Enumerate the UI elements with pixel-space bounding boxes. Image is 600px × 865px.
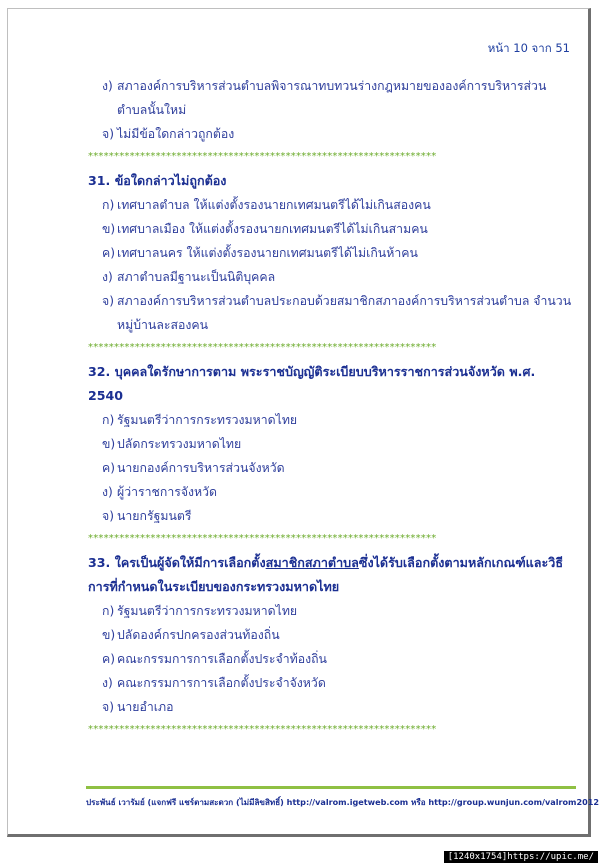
choice-text: สภาตำบลมีฐานะเป็นนิติบุคคล	[117, 270, 276, 284]
footer-credit: ประพันธ์ เวารัมย์ (แจกฟรี แชร์ตามสะดวก (ไม่มีลิขสิทธิ์) http://valrom.igetweb.com หรือ http://group.wunjun.com/valrom2012	[86, 797, 599, 807]
choice-text: เทศบาลตำบล ให้แต่งตั้งรองนายกเทศมนตรีได้ไม่เกินสองคน	[117, 198, 431, 212]
choice-letter: ข)	[102, 437, 116, 451]
star-separator: *******************************************************************	[88, 342, 437, 353]
footer-rule	[86, 786, 576, 789]
choice-text: นายกองค์การบริหารส่วนจังหวัด	[117, 461, 285, 475]
choice-text: สภาองค์การบริหารส่วนตำบลพิจารณาทบทวนร่างกฎหมายขององค์การบริหารส่วนตำบลนั้นใหม่	[117, 79, 547, 117]
choice-letter: ง)	[102, 79, 113, 93]
choice-letter: ข)	[102, 222, 116, 236]
star-separator: *******************************************************************	[88, 533, 437, 544]
choice-item	[88, 408, 573, 432]
choice-letter: ค)	[102, 246, 116, 260]
choice-text: เทศบาลนคร ให้แต่งตั้งรองนายกเทศมนตรีได้ไม่เกินห้าคน	[117, 246, 418, 260]
choice-item	[88, 456, 573, 480]
choice-item	[88, 695, 573, 719]
choice-item	[88, 623, 573, 647]
choice-text: รัฐมนตรีว่าการกระทรวงมหาดไทย	[117, 604, 298, 618]
choice-item	[88, 504, 573, 528]
choice-text: สภาองค์การบริหารส่วนตำบลประกอบด้วยสมาชิกสภาองค์การบริหารส่วนตำบล จำนวนหมู่บ้านละสองคน	[117, 294, 572, 332]
choice-text: นายอำเภอ	[117, 700, 174, 714]
choice-text: รัฐมนตรีว่าการกระทรวงมหาดไทย	[117, 413, 298, 427]
choice-letter: จ)	[102, 509, 115, 523]
exam-content	[88, 74, 573, 742]
choice-letter: ค)	[102, 461, 116, 475]
choice-item	[88, 647, 573, 671]
choice-item	[88, 480, 573, 504]
choice-text: ปลัดองค์กรปกครองส่วนท้องถิ่น	[117, 628, 280, 642]
choice-letter: ง)	[102, 676, 113, 690]
choice-letter: ก)	[102, 413, 115, 427]
choice-text: คณะกรรมการการเลือกตั้งประจำจังหวัด	[117, 676, 326, 690]
choice-letter: ก)	[102, 198, 115, 212]
choice-item	[88, 432, 573, 456]
choice-letter: ก)	[102, 604, 115, 618]
choice-item	[88, 599, 573, 623]
question-31-title: 31. ข้อใดกล่าวไม่ถูกต้อง	[88, 173, 227, 188]
choice-item	[88, 122, 573, 146]
choice-letter: ข)	[102, 628, 116, 642]
choice-item	[88, 265, 573, 289]
choice-item	[88, 671, 573, 695]
choice-letter: ง)	[102, 270, 113, 284]
choice-letter: จ)	[102, 127, 115, 141]
choice-item	[88, 217, 573, 241]
choice-letter: ค)	[102, 652, 116, 666]
choice-letter: จ)	[102, 294, 115, 308]
choice-item	[88, 193, 573, 217]
choice-text: นายกรัฐมนตรี	[117, 509, 192, 523]
choice-text: ปลัดกระทรวงมหาดไทย	[117, 437, 242, 451]
choice-text: ผู้ว่าราชการจังหวัด	[117, 485, 218, 499]
choice-letter: ง)	[102, 485, 113, 499]
question-33-title-start: 33. ใครเป็นผู้จัดให้มีการเลือกตั้ง	[88, 555, 266, 570]
star-separator: *******************************************************************	[88, 724, 437, 735]
page-number: หน้า 10 จาก 51	[487, 41, 570, 55]
choice-item	[88, 241, 573, 265]
question-33-title-end: ซึ่งได้รับเลือกตั้งตามหลักเกณฑ์และวิธีการที่กำหนดในระเบียบของกระทรวงมหาดไทย	[88, 555, 564, 594]
choice-item	[88, 289, 573, 337]
question-33-underlined-term: สมาชิกสภาตำบล	[265, 555, 359, 570]
choice-text: ไม่มีข้อใดกล่าวถูกต้อง	[117, 127, 235, 141]
question-33-title	[88, 551, 573, 599]
star-separator: *******************************************************************	[88, 151, 437, 162]
choice-text: เทศบาลเมือง ให้แต่งตั้งรองนายกเทศมนตรีได้ไม่เกินสามคน	[117, 222, 428, 236]
watermark-label: [1240x1754]https://upic.me/	[444, 851, 598, 863]
choice-text: คณะกรรมการการเลือกตั้งประจำท้องถิ่น	[117, 652, 327, 666]
question-32-title: 32. บุคคลใดรักษาการตาม พระราชบัญญัติระเบียบบริหารราชการส่วนจังหวัด พ.ศ. 2540	[88, 364, 536, 403]
choice-item	[88, 74, 573, 122]
choice-letter: จ)	[102, 700, 115, 714]
